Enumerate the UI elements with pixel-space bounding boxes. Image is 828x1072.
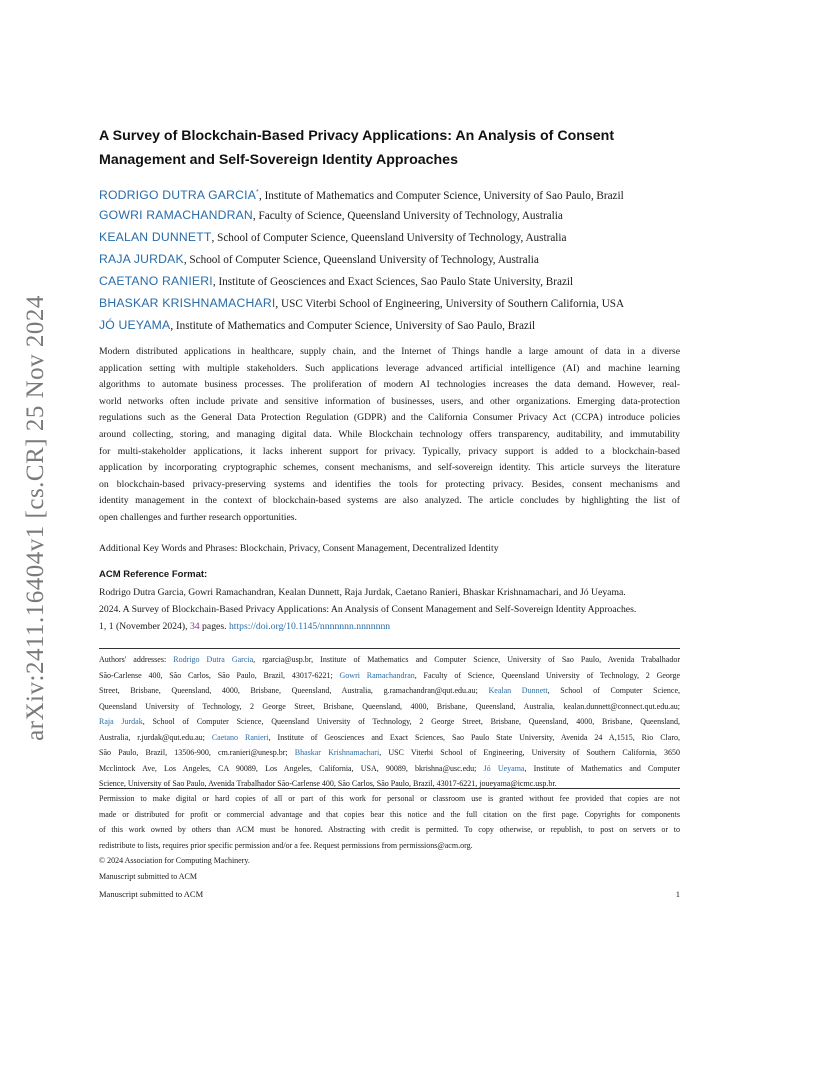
author-name: GOWRI RAMACHANDRAN [99,208,253,222]
abstract-line: identity management in the context of blockchain-based systems are also analyzed. The article concludes by highlighting the list of [99,495,680,507]
abstract-line: regulations such as the General Data Protection Regulation (GDPR) and the California Consumer Privacy Act (CCPA) introduce policies [99,412,680,424]
author-addresses [99,652,680,792]
address-line: Australia, r.jurdak@qut.edu.au; Caetano Ranieri, Institute of Geosciences and Exact Sciences, Sao Paulo State University, Avenida 24 A,1515, Rio Claro, [99,732,680,742]
abstract-line: application setting with multiple stakeholders. Such applications leverage advanced artificial intelligence (AI) and machine learning [99,362,680,374]
abstract-line: algorithms to automate business processes. The proliferation of modern AI technologies increases the data demand. However, real- [99,379,680,391]
address-line: Mcclintock Ave, Los Angeles, CA 90089, Los Angeles, California, USA, 90089, bkrishna@usc.edu; Jó Ueyama, Institute of Mathematics and Computer [99,763,680,773]
permission-line: Permission to make digital or hard copies of all or part of this work for personal or classroom use is granted without fee provided that copies are not [99,794,680,803]
abstract-line: for multi-stakeholder applications, it lacks inherent support for privacy. Typically, privacy support is added to a blockchain-based [99,445,680,457]
author-link[interactable]: Bhaskar Krishnamachari [294,748,380,757]
author-name: BHASKAR KRISHNAMACHARI [99,296,276,310]
author-entry [99,314,699,336]
address-line: Street, Brisbane, Queensland, 4000, Brisbane, Queensland, Australia, g.ramachandran@qut.edu.au; Kealan Dunnett, School of Computer Science, [99,686,680,695]
address-line: São Paulo, Brazil, 13506-900, cm.ranieri@unesp.br; Bhaskar Krishnamachari, USC Viterbi School of Engineering, University of Southern California, 3650 [99,748,680,757]
doi-link[interactable]: https://doi.org/10.1145/nnnnnnn.nnnnnnn [228,621,391,632]
abstract-line: on blockchain-based privacy-preserving systems and identifies the tools for protecting privacy. Besides, consent mechanisms and [99,478,680,490]
arxiv-identifier: arXiv:2411.16404v1 [cs.CR] 25 Nov 2024 [22,295,49,741]
submission-line: Manuscript submitted to ACM [99,871,197,881]
author-affiliation: , Institute of Mathematics and Computer Science, University of Sao Paulo, Brazil [170,320,536,332]
address-line: São-Carlense 400, São Carlos, São Paulo, Brazil, 43017-6221; Gowri Ramachandran, Faculty of Science, Queensland University of Technology, 2 George [99,670,680,680]
abstract-line: world networks often include private and sensitive information of businesses, users, and other organizations. Emerging data-protection [99,395,680,407]
paper-title [99,124,680,172]
permission-line: made or distributed for profit or commercial advantage and that copies bear this notice and the full citation on the first page. Copyrights for components [99,809,680,819]
author-link[interactable]: Raja Jurdak [99,717,143,726]
divider [99,788,680,789]
author-affiliation: , School of Computer Science, Queensland University of Technology, Australia [211,232,567,244]
author-affiliation: , Institute of Mathematics and Computer Science, University of Sao Paulo, Brazil [258,190,624,203]
permission-notice [99,791,680,884]
author-name: KEALAN DUNNETT [99,230,212,244]
title-line-2: Management and Self-Sovereign Identity Approaches [99,152,458,168]
reference-line: 1, 1 (November 2024), 34 pages. https://doi.org/10.1145/nnnnnnn.nnnnnnn [99,621,391,632]
author-affiliation: , Faculty of Science, Queensland University of Technology, Australia [252,210,563,222]
author-entry [99,204,699,226]
author-entry [99,226,699,248]
acm-reference-heading: ACM Reference Format: [99,569,208,580]
author-name: JÓ UEYAMA [99,318,171,332]
author-entry [99,292,699,314]
address-line: Queensland University of Technology, 2 George Street, Brisbane, Queensland, 4000, Brisbane, Queensland, Australia, kealan.dunnett@connect.qut.edu.au; [99,701,680,711]
author-link[interactable]: Gowri Ramachandran [339,670,415,680]
address-line: Raja Jurdak, School of Computer Science, Queensland University of Technology, 2 George Street, Brisbane, Queensland, 4000, Brisbane, Queensland, [99,717,680,726]
author-link[interactable]: Rodrigo Dutra Garcia [173,655,254,664]
author-list [99,182,699,336]
author-entry [99,248,699,270]
author-name: RAJA JURDAK [99,252,184,266]
author-affiliation: , USC Viterbi School of Engineering, University of Southern California, USA [275,298,625,310]
abstract-line: open challenges and further research opportunities. [99,511,297,523]
permission-line: redistribute to lists, requires prior specific permission and/or a fee. Request permissions from permissions@acm.org. [99,840,473,850]
address-line: Authors' addresses: Rodrigo Dutra Garcia, rgarcia@usp.br, Institute of Mathematics and Computer Science, University of Sao Paulo, Avenida Trabalhador [99,655,680,664]
page-count-link[interactable]: 34 [189,621,200,632]
copyright-line: © 2024 Association for Computing Machinery. [99,856,250,865]
abstract-line: Modern distributed applications in healthcare, supply chain, and the Internet of Things handle a large amount of data in a diverse [99,346,680,357]
footer-text: Manuscript submitted to ACM [99,889,204,899]
abstract-line: application by incorporating cryptographic schemes, consent mechanisms, and self-sovereign identity. This article surveys the literature [99,462,680,474]
divider [99,648,680,649]
abstract-line: around collecting, storing, and managing digital data. While Blockchain technology offers transparency, auditability, and immutability [99,428,680,440]
address-line: Science, University of Sao Paulo, Avenida Trabalhador São-Carlense 400, São Carlos, São Paulo, Brazil, 43017-6221, joueyama@icmc.usp.br. [99,779,557,788]
title-line-1: A Survey of Blockchain-Based Privacy Applications: An Analysis of Consent [99,128,615,144]
author-link[interactable]: Kealan Dunnett [488,686,548,695]
page-number: 1 [675,889,680,899]
author-name: CAETANO RANIERI [99,274,213,288]
abstract [99,344,680,527]
keywords: Additional Key Words and Phrases: Blockchain, Privacy, Consent Management, Decentralized Identity [99,543,499,554]
acm-reference [99,584,680,635]
author-name: RODRIGO DUTRA GARCIA* [99,188,259,203]
author-affiliation: , Institute of Geosciences and Exact Sciences, Sao Paulo State University, Brazil [212,276,574,288]
reference-line: Rodrigo Dutra Garcia, Gowri Ramachandran, Kealan Dunnett, Raja Jurdak, Caetano Ranieri, Bhaskar Krishnamachari, and Jó Ueyama. [99,587,626,598]
reference-line: 2024. A Survey of Blockchain-Based Privacy Applications: An Analysis of Consent Management and Self-Sovereign Identity Approaches. [99,604,637,615]
author-entry [99,182,699,204]
author-link[interactable]: Jó Ueyama [483,763,525,773]
author-link[interactable]: Caetano Ranieri [211,732,269,742]
author-affiliation: , School of Computer Science, Queensland University of Technology, Australia [183,254,539,266]
permission-line: of this work owned by others than ACM must be honored. Abstracting with credit is permitted. To copy otherwise, or republish, to post on servers or to [99,825,680,834]
corresponding-mark: * [256,189,259,196]
author-entry [99,270,699,292]
